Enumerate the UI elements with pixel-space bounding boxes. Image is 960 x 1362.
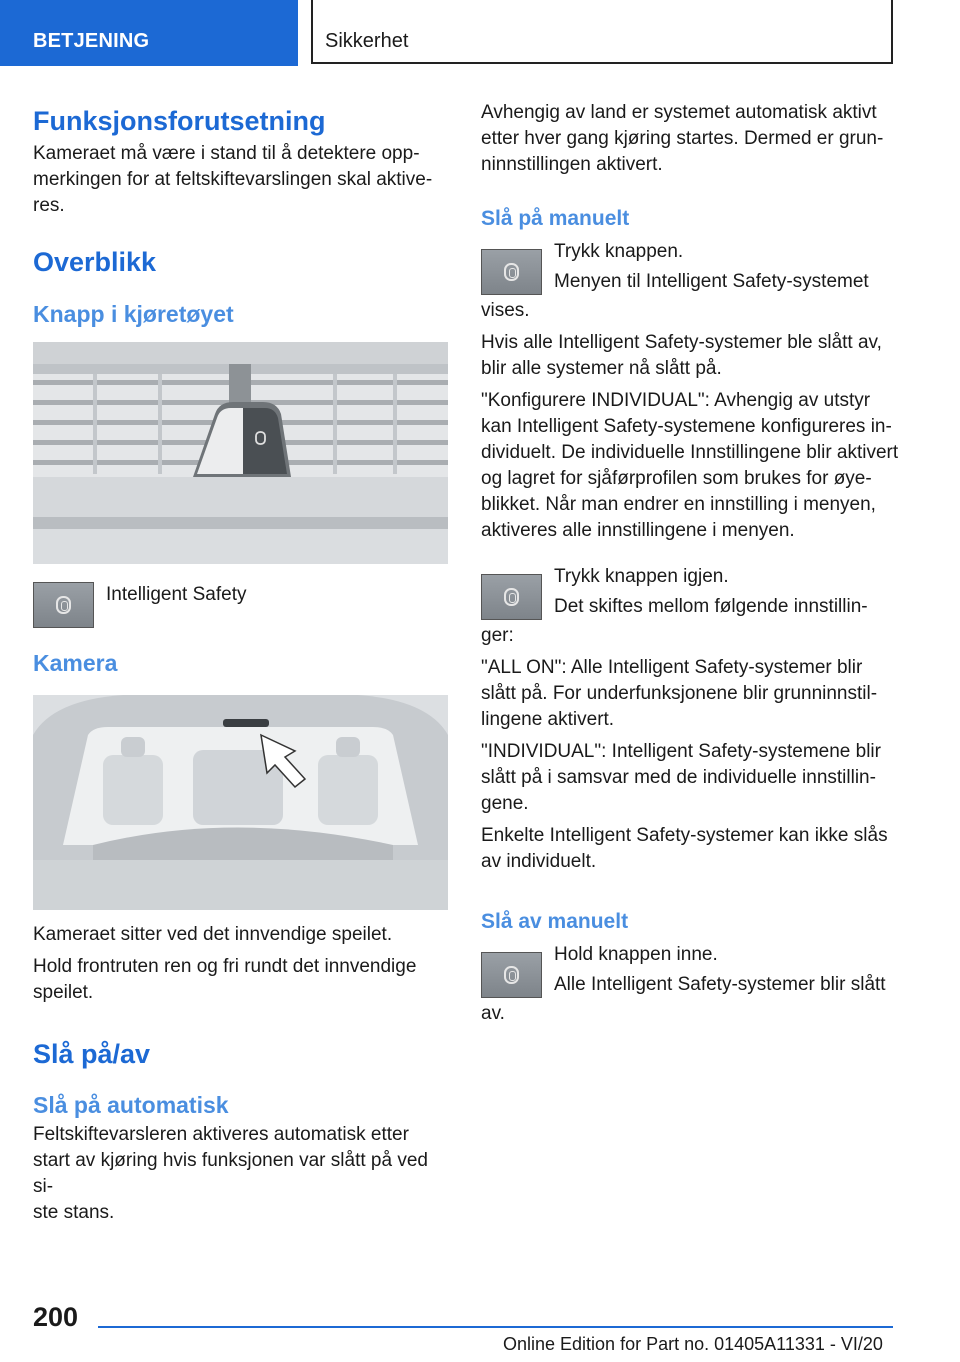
heading-slaa-av-manuelt: Slå av manuelt: [481, 910, 629, 934]
section-tab: [0, 0, 298, 66]
paragraph-all-on: "ALL ON": Alle Intelligent Safety-systemer blir slått på. For underfunksjonene blir grunninnstil- lingene aktivert.: [481, 657, 878, 731]
footer-edition: Online Edition for Part no. 01405A11331 - VI/20: [503, 1334, 883, 1354]
page-number: 200: [33, 1302, 79, 1332]
step-hold-button: [481, 944, 901, 1001]
left-column: [33, 100, 448, 1226]
heading-funksjonsforutsetning: Funksjonsforutsetning: [33, 106, 326, 136]
intelligent-safety-button-icon: [481, 952, 542, 998]
paragraph-individual: "INDIVIDUAL": Intelligent Safety-systemene blir slått på i samsvar med de individuelle innstillin- gene.: [481, 741, 881, 815]
step3-line-a: Hold knappen inne.: [554, 944, 718, 966]
paragraph-funksjon: Kameraet må være i stand til å detektere opp- merkingen for at feltskiftevarslingen skal aktive- res.: [33, 143, 433, 217]
heading-slaa-paa-manuelt: Slå på manuelt: [481, 207, 630, 230]
heading-slaa-paa-automatisk: Slå på automatisk: [33, 1092, 229, 1119]
heading-overblikk: Overblikk: [33, 247, 157, 278]
chapter-title: Sikkerhet: [325, 30, 409, 52]
paragraph-kamera-1: Kameraet sitter ved det innvendige speilet.: [33, 923, 393, 945]
step2-line-a: Trykk knappen igjen.: [554, 566, 729, 588]
step-press-button: [481, 241, 901, 298]
step1-line-a: Trykk knappen.: [554, 241, 684, 263]
paragraph-automatisk: Feltskiftevarsleren aktiveres automatisk etter start av kjøring hvis funksjonen var slått på ved si- ste stans.: [33, 1123, 428, 1223]
paragraph-enkelte: Enkelte Intelligent Safety-systemer kan ikke slås av individuelt.: [481, 825, 888, 873]
step1-line-b: Menyen til Intelligent Safety-systemet: [554, 271, 869, 293]
paragraph-alle: Hvis alle Intelligent Safety-systemer ble slått av, blir alle systemer nå slått på.: [481, 332, 882, 380]
step3-line-c: av.: [481, 1003, 505, 1025]
footer-divider: [98, 1326, 893, 1328]
intelligent-safety-button-icon: [33, 582, 94, 628]
caption-intelligent-safety: Intelligent Safety: [106, 584, 247, 606]
heading-slaa-paa-av: Slå på/av: [33, 1038, 151, 1069]
chapter-tab: [311, 0, 893, 64]
paragraph-intro: Avhengig av land er systemet automatisk aktivt etter hver gang kjøring startes. Dermed er grun- ninnstillingen aktivert.: [481, 102, 884, 175]
heading-kamera: Kamera: [33, 650, 118, 677]
heading-knapp: Knapp i kjøretøyet: [33, 300, 234, 327]
paragraph-konfigurere: "Konfigurere INDIVIDUAL": Avhengig av utstyr kan Intelligent Safety-systemene konfigureres in- dividuelt. De individuelle Innstillingene blir aktivert og lagret for sjåførprofilen som brukes for øye- blikket. Når man endrer en innstilling i menyen, aktiveres alle innstillingene i menyen.: [481, 390, 899, 542]
step1-line-c: vises.: [481, 300, 530, 322]
vehicle-button-image: [33, 342, 448, 564]
right-column: [481, 100, 901, 1027]
step3-line-b: Alle Intelligent Safety-systemer blir slått: [554, 974, 886, 996]
safety-caption: [33, 582, 448, 644]
intelligent-safety-button-icon: [481, 574, 542, 620]
section-title: BETJENING: [33, 30, 150, 52]
step-press-again: [481, 566, 901, 623]
intelligent-safety-button-icon: [481, 249, 542, 295]
paragraph-kamera-2: Hold frontruten ren og fri rundt det innvendige speilet.: [33, 955, 417, 1003]
step2-line-c: ger:: [481, 625, 514, 647]
camera-image: [33, 695, 448, 910]
step2-line-b: Det skiftes mellom følgende innstillin-: [554, 596, 868, 618]
